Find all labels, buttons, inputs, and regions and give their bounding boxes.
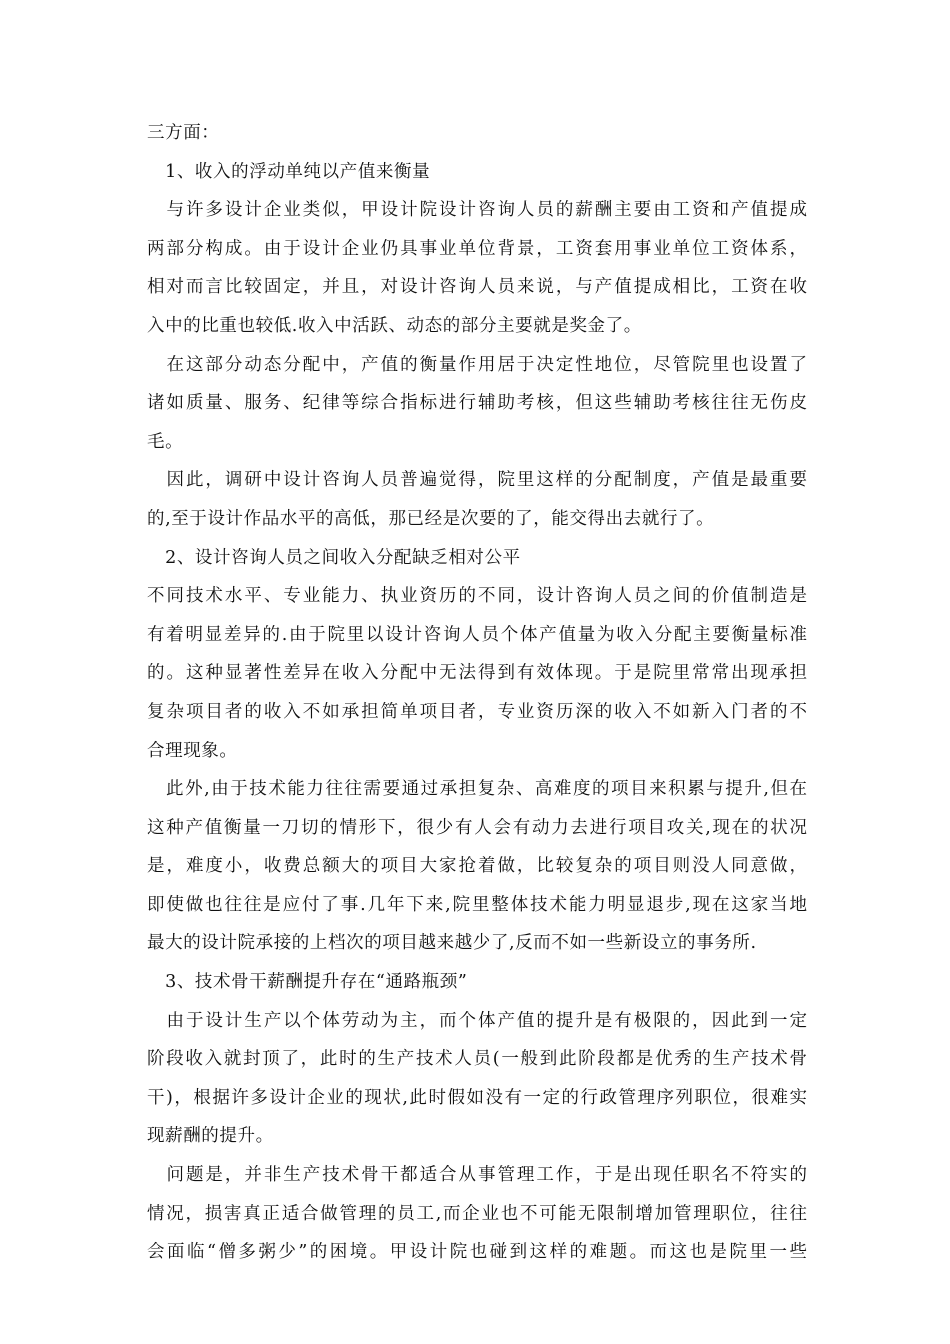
text-line: 是，难度小，收费总额大的项目大家抢着做，比较复杂的项目则没人同意做，: [147, 856, 807, 877]
text-line: 阶段收入就封顶了，此时的生产技术人员(一般到此阶段都是优秀的生产技术骨: [147, 1049, 807, 1070]
text-line: 三方面：: [147, 123, 220, 143]
text-line: 复杂项目者的收入不如承担简单项目者，专业资历深的收入不如新入门者的不: [147, 701, 807, 722]
section-heading: 2、设计咨询人员之间收入分配缺乏相对公平: [147, 547, 521, 568]
text-line: 这种产值衡量一刀切的情形下，很少有人会有动力去进行项目攻关,现在的状况: [147, 817, 807, 838]
text-line: 干)，根据许多设计企业的现状,此时假如没有一定的行政管理序列职位，很难实: [147, 1087, 807, 1108]
text-line: 诸如质量、服务、纪律等综合指标进行辅助考核，但这些辅助考核往往无伤皮: [147, 393, 807, 414]
text-line: 合理现象。: [147, 740, 238, 761]
text-line: 此外,由于技术能力往往需要通过承担复杂、高难度的项目来积累与提升,但在: [147, 779, 807, 800]
text-line: 在这部分动态分配中，产值的衡量作用居于决定性地位，尽管院里也设置了: [147, 354, 807, 375]
text-line: 因此，调研中设计咨询人员普遍觉得，院里这样的分配制度，产值是最重要: [147, 470, 807, 491]
text-line: 会面临“僧多粥少”的困境。甲设计院也碰到这样的难题。而这也是院里一些: [147, 1242, 807, 1263]
section-heading: 1、收入的浮动单纯以产值来衡量: [147, 161, 431, 182]
section-heading: 3、技术骨干薪酬提升存在“通路瓶颈”: [147, 972, 468, 993]
text-line: 情况，损害真正适合做管理的员工,而企业也不可能无限制增加管理职位，往往: [147, 1203, 807, 1224]
text-line: 与许多设计企业类似，甲设计院设计咨询人员的薪酬主要由工资和产值提成: [147, 200, 807, 221]
text-line: 最大的设计院承接的上档次的项目越来越少了,反而不如一些新设立的事务所.: [147, 933, 757, 954]
text-line: 现薪酬的提升。: [147, 1126, 274, 1147]
text-line: 即使做也往往是应付了事.几年下来,院里整体技术能力明显退步,现在这家当地: [147, 894, 807, 915]
text-line: 相对而言比较固定，并且，对设计咨询人员来说，与产值提成相比，工资在收: [147, 277, 807, 298]
text-line: 毛。: [147, 431, 184, 452]
text-line: 的,至于设计作品水平的高低，那已经是次要的了，能交得出去就行了。: [147, 508, 715, 529]
text-line: 问题是，并非生产技术骨干都适合从事管理工作，于是出现任职名不符实的: [147, 1165, 807, 1186]
text-line: 的。这种显著性差异在收入分配中无法得到有效体现。于是院里常常出现承担: [147, 663, 807, 684]
text-line: 两部分构成。由于设计企业仍具事业单位背景，工资套用事业单位工资体系，: [147, 238, 807, 259]
text-line: 由于设计生产以个体劳动为主，而个体产值的提升是有极限的，因此到一定: [147, 1010, 807, 1031]
text-line: 不同技术水平、专业能力、执业资历的不同，设计咨询人员之间的价值制造是: [147, 586, 807, 607]
text-line: 入中的比重也较低.收入中活跃、动态的部分主要就是奖金了。: [147, 315, 642, 336]
text-line: 有着明显差异的.由于院里以设计咨询人员个体产值量为收入分配主要衡量标准: [147, 624, 807, 645]
document-body: [147, 114, 807, 1272]
